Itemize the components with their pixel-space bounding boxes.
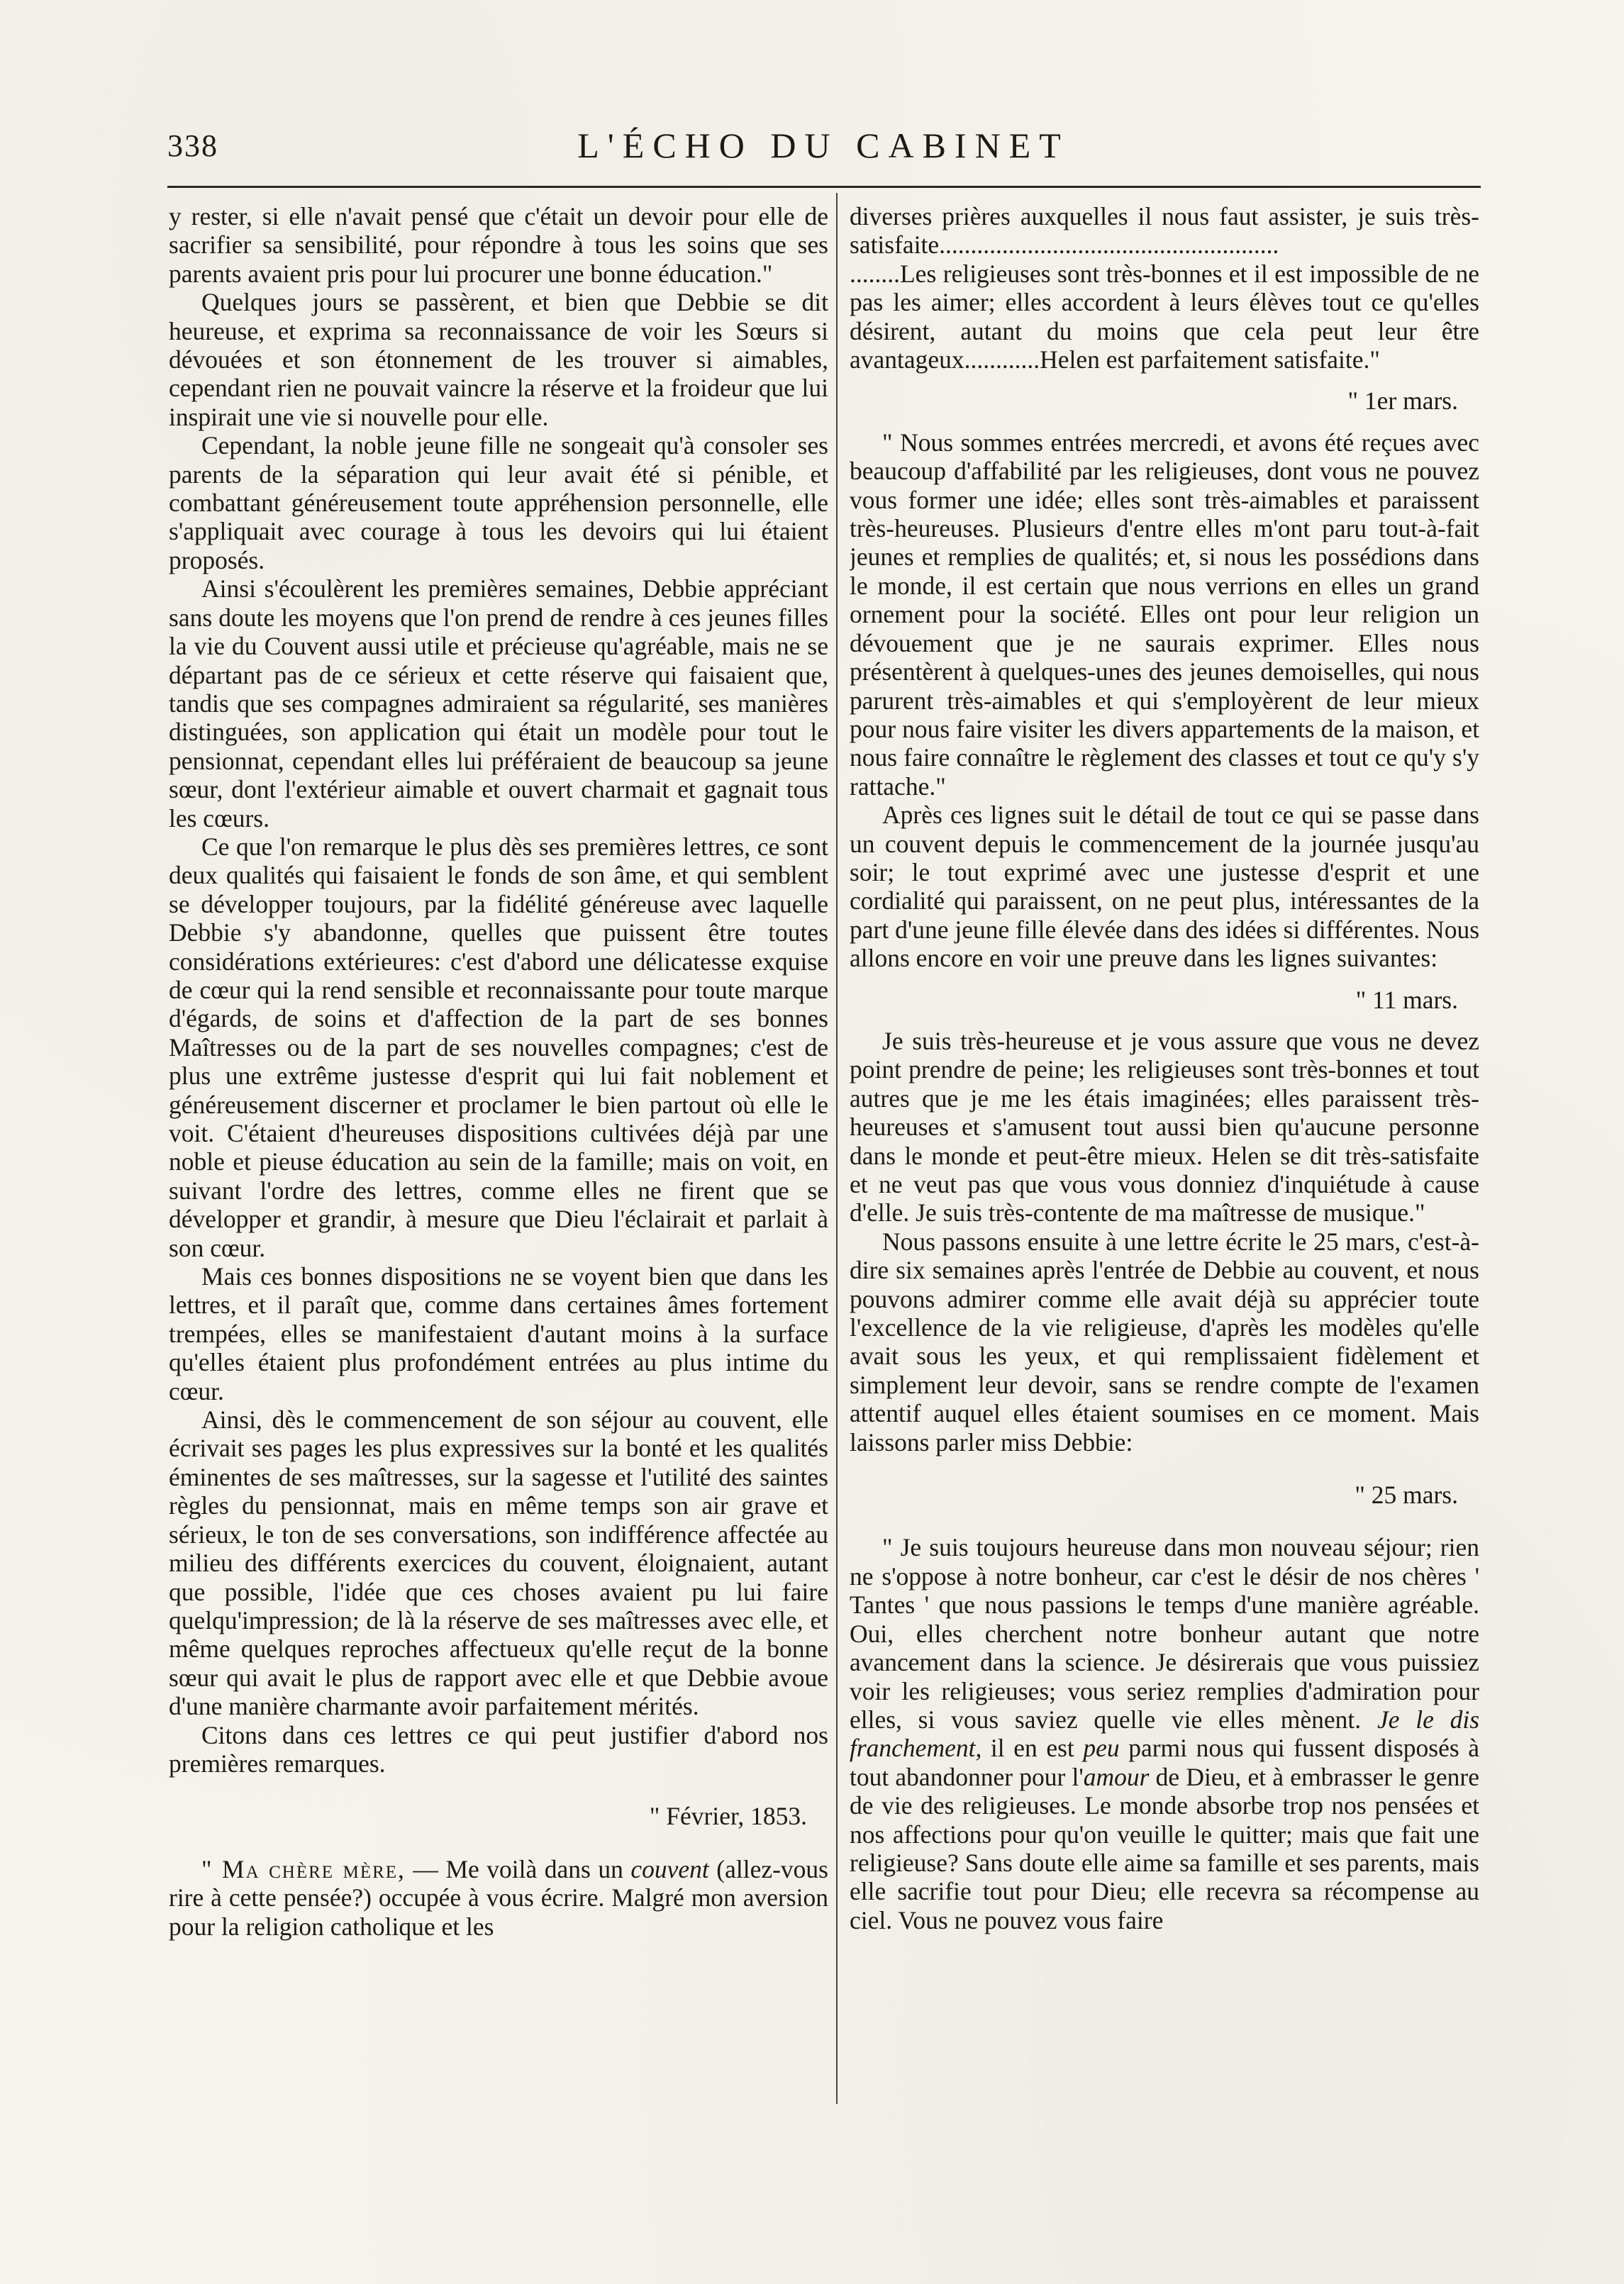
paragraph: Après ces lignes suit le détail de tout ce qui se passe dans un couvent depuis le commencement de la journée jusqu'au soir; le tout exprimé avec une justesse d'esprit et une cordialité qui paraissent, on ne peut plus, intéressantes de la part d'une jeune fille élevée dans des idées si différentes. Nous allons encore en voir une preuve dans les lignes suivantes: <box>850 801 1479 973</box>
text-run: " Je suis toujours heureuse dans mon nouveau séjour; rien ne s'oppose à notre bonheur, car c'est le désir de nos chères ' Tantes ' que nous passions le temps d'une manière agréable. Oui, elles cherchent notre bonheur autant que notre avancement dans la science. Je désirerais que vous puissiez voir les religieuses; vous seriez remplies d'admiration pour elles, si vous saviez quelle vie elles mènent. <box>850 1533 1479 1734</box>
salutation: " Ma chère mère, <box>201 1854 406 1883</box>
paragraph: Cependant, la noble jeune fille ne songeait qu'à consoler ses parents de la séparation qui leur avait été si pénible, et combattant généreusement toute appréhension personnelle, elle s'appliquait avec courage à tous les devoirs qui lui étaient proposés. <box>169 431 828 574</box>
text-run: de Dieu, et à embrasser le genre de vie des religieuses. Le monde absorbe trop nos pensées et nos affections pour qu'on veuille le quitter; mais que fait une religieuse? Sans doute elle aime sa famille et ses parents, mais elle sacrifie tout pour Dieu; elle recevra sa récompense au ciel. Vous ne pouvez vous faire <box>850 1762 1479 1934</box>
paragraph: y rester, si elle n'avait pensé que c'était un devoir pour elle de sacrifier sa sensibilité, pour répondre à tous les soins que ses parents avaient pris pour lui procurer une bonne éducation." <box>169 202 828 288</box>
letter-date: " Février, 1853. <box>649 1802 807 1831</box>
italic-text: amour <box>1083 1762 1150 1791</box>
text-run: parmi nous qui fussent disposés à tout abandonner pour l' <box>850 1734 1479 1791</box>
paragraph: Mais ces bonnes dispositions ne se voyent bien que dans les lettres, et il paraît que, comme dans certaines âmes fortement trempées, elles se manifestaient d'autant moins à la surface qu'elles étaient plus profondément entrées au plus intime du cœur. <box>169 1262 828 1405</box>
paragraph: diverses prières auxquelles il nous faut assister, je suis très-satisfaite...................................................... <box>850 202 1479 260</box>
paragraph: Ainsi s'écoulèrent les premières semaines, Debbie appréciant sans doute les moyens que l'on prend de rendre à ces jeunes filles la vie du Couvent aussi utile et précieuse qu'agréable, mais ne se départant pas de ce sérieux et cette réserve qui faisaient que, tandis que ses compagnes admiraient sa régularité, ses manières distinguées, son application qui était un modèle pour tout le pensionnat, cependant elles lui préféraient de beaucoup sa jeune sœur, dont l'extérieur aimable et ouvert charmait et gagnait tous les cœurs. <box>169 574 828 832</box>
paragraph: Ainsi, dès le commencement de son séjour au couvent, elle écrivait ses pages les plus expressives sur la bonté et les qualités éminentes de ses maîtresses, sur la sagesse et l'utilité des saintes règles du pensionnat, mais en même temps son air grave et sérieux, le ton de ses conversations, son indifférence affectée au milieu des différents exercices du couvent, éloignaient, autant que possible, l'idée que ces choses avaient pu lui faire quelqu'impression; de là la réserve de ses maîtresses avec elle, et même quelques reproches affectueux qu'elle reçut de la bonne sœur qui avait le plus de rapport avec elle et que Debbie avoue d'une manière charmante avoir parfaitement mérités. <box>169 1405 828 1721</box>
paragraph: ........Les religieuses sont très-bonnes et il est impossible de ne pas les aimer; elles accordent à leurs élèves tout ce qu'elles désirent, autant du moins que cela peut leur être avantageux............Helen est parfaitement satisfaite." <box>850 259 1479 374</box>
page-number: 338 <box>167 128 218 163</box>
journal-title: L'ÉCHO DU CABINET <box>577 126 1069 165</box>
letter-date: " 25 mars. <box>1355 1481 1458 1510</box>
italic-text: Je le dis franchement, <box>850 1705 1479 1763</box>
paragraph: Ce que l'on remarque le plus dès ses premières lettres, ce sont deux qualités qui faisaient le fonds de son âme, et qui semblent se développer toujours, par la fidélité généreuse avec laquelle Debbie s'y abandonne, quelles que puissent être toutes considérations extérieures: c'est d'abord une délicatesse exquise de cœur qui la rend sensible et reconnaissante pour toute marque d'égards, de soins et d'affection de la part de ses bonnes Maîtresses ou de la part de ses nouvelles compagnes; c'est de plus une extrême justesse d'esprit qui lui fait noblement et généreusement discerner et proclamer le bien partout où elle le voit. C'étaient d'heureuses dispositions cultivées déjà par une noble et pieuse éducation au sein de la famille; mais on voit, en suivant l'ordre des lettres, comme elles ne firent que se développer et grandir, à mesure que Dieu l'éclairait et parlait à son cœur. <box>169 832 828 1262</box>
letter-paragraph <box>169 1855 828 1941</box>
page-header <box>167 122 1479 179</box>
paragraph: Nous passons ensuite à une lettre écrite le 25 mars, c'est-à-dire six semaines après l'entrée de Debbie au couvent, et nous pouvons admirer comme elle avait déjà su apprécier toute l'excellence de la vie religieuse, d'après les modèles qu'elle avait sous les yeux, et qui remplissaient fidèlement et simplement leur devoir, sans se rendre compte de l'examen attentif auquel elles étaient soumises en ce moment. Mais laissons parler miss Debbie: <box>850 1227 1479 1456</box>
italic-text: couvent <box>630 1854 709 1883</box>
letter-paragraph <box>850 1533 1479 1934</box>
header-rule <box>167 186 1481 188</box>
letter-date: " 11 mars. <box>1355 985 1458 1014</box>
letter-date: " 1er mars. <box>1347 386 1458 416</box>
right-column <box>850 202 1479 2117</box>
letter-paragraph: " Nous sommes entrées mercredi, et avons été reçues avec beaucoup d'affabilité par les religieuses, dont vous ne pouvez vous former une idée; elles sont très-aimables et paraissent très-heureuses. Plusieurs d'entre elles m'ont paru tout-à-fait jeunes et remplies de qualités; et, si nous les possédions dans le monde, il est certain que nous verrions en elles un grand ornement pour la société. Elles ont pour leur religion un dévouement que je ne saurais exprimer. Elles nous présentèrent à quelques-unes des jeunes demoiselles, qui nous parurent très-aimables et qui s'employèrent de leur mieux pour nous faire visiter les divers appartements de la maison, et nous faire connaître le règlement des classes et tout ce qu'y s'y rattache." <box>850 428 1479 801</box>
text-run: (allez-vous rire à cette pensée?) occupée à vous écrire. Malgré mon aversion pour la religion catholique et les <box>169 1854 828 1941</box>
letter-paragraph: Je suis très-heureuse et je vous assure que vous ne devez point prendre de peine; les religieuses sont très-bonnes et tout autres que je me les étais imaginées; elles paraissent très-heureuses et s'amusent tout aussi bien qu'aucune personne dans le monde et peut-être mieux. Helen se dit très-satisfaite et ne veut pas que vous vous donniez d'inquiétude à cause d'elle. Je suis très-contente de ma maîtresse de musique." <box>850 1026 1479 1227</box>
text-run: — Me voilà dans un <box>405 1854 631 1883</box>
paragraph: Quelques jours se passèrent, et bien que Debbie se dit heureuse, et exprima sa reconnaissance de voir les Sœurs si dévouées et son étonnement de les trouver si aimables, cependant rien ne pouvait vaincre la réserve et la froideur que lui inspirait une vie si nouvelle pour elle. <box>169 288 828 431</box>
italic-text: peu <box>1083 1734 1120 1763</box>
column-divider <box>836 193 838 2104</box>
left-column <box>169 202 828 2117</box>
text-run: il en est <box>981 1734 1084 1763</box>
paragraph: Citons dans ces lettres ce qui peut justifier d'abord nos premières remarques. <box>169 1720 828 1778</box>
